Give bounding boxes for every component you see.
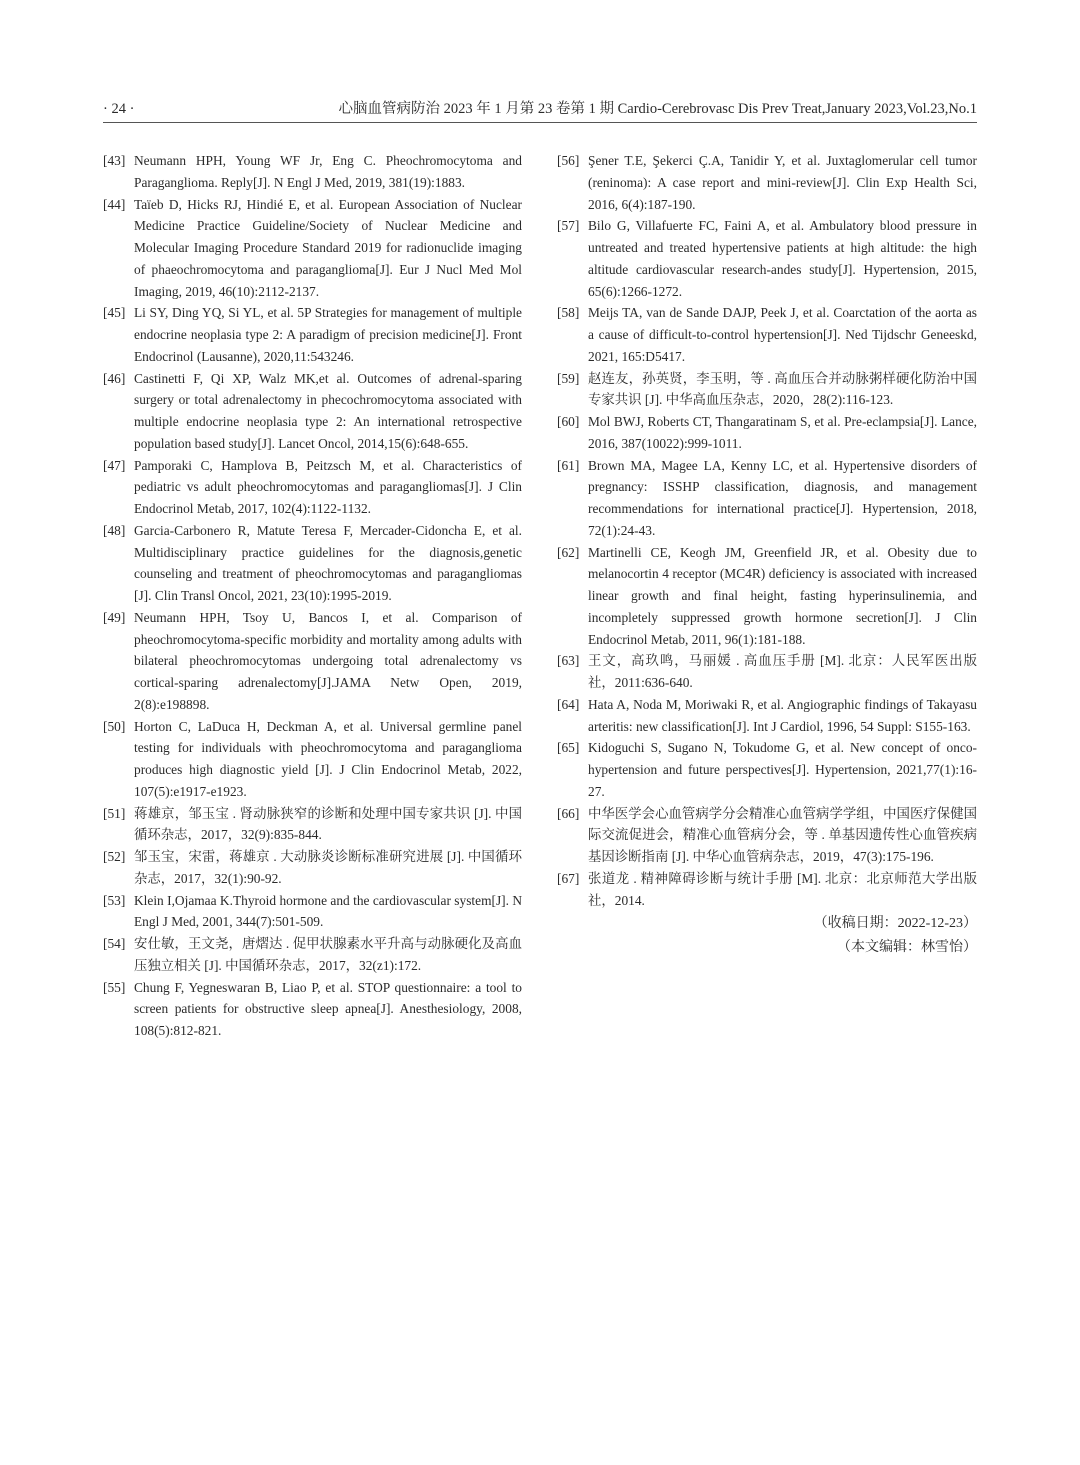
reference-text: Klein I,Ojamaa K.Thyroid hormone and the cardiovascular system[J]. N Engl J Med, 2001, 344(7):501-509. [134,892,522,930]
reference-text: Horton C, LaDuca H, Deckman A, et al. Universal germline panel testing for individuals with pheochromocytoma and paraganglioma produces high diagnostic yield [J]. J Clin Endocrinol Metab, 2022, 107(5):e1917-e1923. [134,718,522,799]
reference-text: 蒋雄京，邹玉宝 . 肾动脉狭窄的诊断和处理中国专家共识 [J]. 中国循环杂志，2017，32(9):835-844. [134,805,522,843]
reference-item [103,716,522,803]
reference-text: Meijs TA, van de Sande DAJP, Peek J, et al. Coarctation of the aorta as a cause of difficult-to-control hypertension[J]. Ned Tijdschr Geneeskd, 2021, 165:D5417. [588,305,977,364]
reference-text: 中华医学会心血管病学分会精准心血管病学学组，中国医疗保健国际交流促进会，精准心血管病分会，等 . 单基因遗传性心血管疾病基因诊断指南 [J]. 中华心血管病杂志，2019，47(3):175-196. [588,805,977,864]
reference-number: [46] [103,370,126,386]
reference-text: 邹玉宝，宋雷，蒋雄京 . 大动脉炎诊断标准研究进展 [J]. 中国循环杂志，2017，32(1):90-92. [134,849,522,886]
reference-item [557,803,977,868]
reference-text: 赵连友，孙英贤，李玉明，等 . 高血压合并动脉粥样硬化防治中国专家共识 [J]. 中华高血压杂志，2020，28(2):116-123. [588,370,977,408]
reference-item [103,977,522,1042]
reference-number: [58] [557,305,580,321]
reference-number: [55] [103,979,126,995]
reference-text: Taïeb D, Hicks RJ, Hindié E, et al. European Association of Nuclear Medicine Practice Guideline/Society of Nuclear Medicine and Molecular Imaging Procedure Standard 2019 for radionuclide imaging of phaeochromocytoma and paraganglioma[J]. Eur J Nucl Med Mol Imaging, 2019, 46(10):2112-2137. [134,196,522,299]
reference-item [557,368,977,412]
reference-text: Castinetti F, Qi XP, Walz MK,et al. Outcomes of adrenal-sparing surgery or total adrenalectomy in phecochromocytoma associated with multiple endocrine neoplasia type 2: An international retrospective population based study[J]. Lancet Oncol, 2014,15(6):648-655. [134,370,522,451]
reference-number: [62] [557,544,580,560]
running-header [103,98,977,123]
reference-item [103,368,522,455]
reference-item [557,455,977,542]
reference-item [557,215,977,302]
reference-number: [65] [557,740,580,756]
reference-number: [53] [103,892,126,908]
reference-text: Hata A, Noda M, Moriwaki R, et al. Angiographic findings of Takayasu arteritis: new classification[J]. Int J Cardiol, 1996, 54 Suppl: S155-163. [588,696,977,734]
reference-number: [64] [557,696,580,712]
reference-item [103,803,522,847]
reference-item [103,933,522,977]
reference-item [103,890,522,934]
reference-text: Martinelli CE, Keogh JM, Greenfield JR, et al. Obesity due to melanocortin 4 receptor (MC4R) deficiency is associated with increased linear growth and final height, fasting hyperinsulinemia, and incompletely suppressed growth hormone secretion[J]. J Clin Endocrinol Metab, 2011, 96(1):181-188. [588,544,977,647]
reference-number: [47] [103,457,126,473]
reference-text: 王文，高玖鸣，马丽媛 . 高血压手册 [M]. 北京：人民军医出版社，2011:636-640. [588,653,977,690]
editor-note: （本文编辑：林雪怡） [837,940,977,956]
reference-text: Pamporaki C, Hamplova B, Peitzsch M, et al. Characteristics of pediatric vs adult pheochromocytomas and paragangliomas[J]. J Clin Endocrinol Metab, 2017, 102(4):1122-1132. [134,457,522,516]
reference-item [103,302,522,367]
reference-item [557,302,977,367]
reference-text: Neumann HPH, Tsoy U, Bancos I, et al. Comparison of pheochromocytoma-specific morbidity and mortality among adults with bilateral pheochromocytomas undergoing total adrenalectomy vs cortical-sparing adrenalectomy[J].JAMA Netw Open, 2019, 2(8):e198898. [134,609,522,712]
reference-item [557,868,977,912]
reference-item [103,520,522,607]
reference-item [557,542,977,651]
reference-number: [67] [557,870,580,886]
reference-number: [45] [103,305,126,321]
reference-item [557,650,977,694]
received-date: （收稿日期：2022-12-23） [813,916,977,932]
reference-text: Neumann HPH, Young WF Jr, Eng C. Pheochromocytoma and Paraganglioma. Reply[J]. N Engl J Med, 2019, 381(19):1883. [134,153,522,190]
reference-text: Mol BWJ, Roberts CT, Thangaratinam S, et al. Pre-eclampsia[J]. Lance, 2016, 387(10022):999-1011. [588,414,977,451]
page-number: · 24 · [103,101,135,117]
reference-number: [43] [103,153,126,168]
reference-number: [60] [557,414,580,429]
reference-text: Kidoguchi S, Sugano N, Tokudome G, et al. New concept of onco-hypertension and future perspectives[J]. Hypertension, 2021,77(1):16-27. [588,740,977,799]
reference-number: [63] [557,653,580,669]
reference-item [557,694,977,738]
reference-item [103,455,522,520]
reference-number: [57] [557,218,580,234]
reference-text: Bilo G, Villafuerte FC, Faini A, et al. Ambulatory blood pressure in untreated and treated hypertensive patients at high altitude: the high altitude cardiovascular research-andes study[J]. Hypertension, 2015, 65(6):1266-1272. [588,218,977,299]
reference-text: Garcia-Carbonero R, Matute Teresa F, Mercader-Cidoncha E, et al. Multidisciplinary practice guidelines for the diagnosis,genetic counseling and treatment of pheochromocytomas and paragangliomas [J]. Clin Transl Oncol, 2021, 23(10):1995-2019. [134,522,522,603]
reference-number: [48] [103,522,126,538]
reference-item [557,411,977,455]
reference-text: Li SY, Ding YQ, Si YL, et al. 5P Strategies for management of multiple endocrine neoplasia type 2: A paradigm of precision medicine[J]. Front Endocrinol (Lausanne), 2020,11:543246. [134,305,522,364]
journal-citation: 心脑血管病防治 2023 年 1 月第 23 卷第 1 期 Cardio-Cerebrovasc Dis Prev Treat,January 2023,Vol.23,No.1 [338,101,977,117]
reference-number: [66] [557,805,580,821]
reference-number: [61] [557,457,580,473]
reference-item [557,737,977,802]
reference-text: Chung F, Yegneswaran B, Liao P, et al. STOP questionnaire: a tool to screen patients for obstructive sleep apnea[J]. Anesthesiology, 2008, 108(5):812-821. [134,979,522,1038]
reference-number: [52] [103,849,126,864]
reference-number: [49] [103,609,126,625]
reference-number: [44] [103,196,126,212]
reference-text: 安仕敏，王文尧，唐熠达 . 促甲状腺素水平升高与动脉硬化及高血压独立相关 [J]. 中国循环杂志，2017，32(z1):172. [134,936,522,973]
reference-number: [54] [103,936,126,951]
references-left-column [103,150,522,1042]
reference-text: 张道龙 . 精神障碍诊断与统计手册 [M]. 北京：北京师范大学出版社，2014. [588,870,977,908]
reference-number: [50] [103,718,126,734]
reference-item [557,150,977,215]
reference-number: [56] [557,153,580,168]
reference-item [103,607,522,716]
reference-number: [59] [557,370,580,386]
reference-item [103,150,522,194]
reference-text: Brown MA, Magee LA, Kenny LC, et al. Hypertensive disorders of pregnancy: ISSHP classification, diagnosis, and management recommendations for international practice[J]. Hypertension, 2018, 72(1):24-43. [588,457,977,538]
references-right-column [557,150,977,959]
reference-item [103,846,522,890]
reference-text: Şener T.E, Şekerci Ç.A, Tanidir Y, et al. Juxtaglomerular cell tumor (reninoma): A case report and mini-review[J]. Clin Exp Health Sci, 2016, 6(4):187-190. [588,153,977,212]
reference-item [103,194,522,303]
reference-number: [51] [103,805,126,821]
